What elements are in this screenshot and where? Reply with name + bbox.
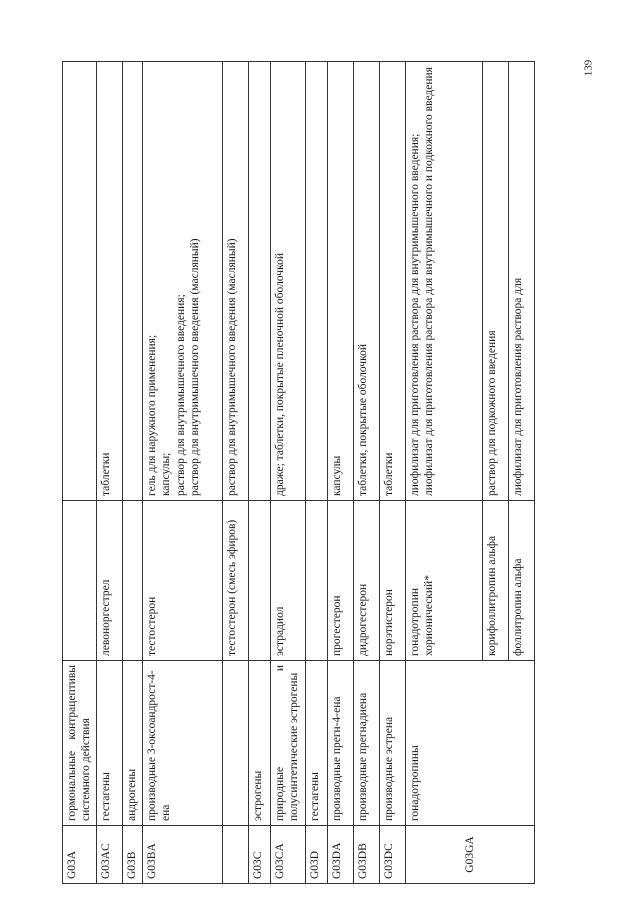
substance-name: левоноргестрел <box>96 501 122 661</box>
dosage-form: лиофилизат для приготовления раствора для внутримышечного и подкожного введения <box>423 67 436 496</box>
table-row <box>270 62 305 884</box>
dosage-forms <box>222 62 248 501</box>
atc-code: G03CA <box>270 826 305 884</box>
atc-code: G03DB <box>353 826 379 884</box>
atc-code: G03A <box>63 826 97 884</box>
group-name: производные 3-оксоандрост-4-ена <box>142 661 222 826</box>
atc-code <box>222 826 248 884</box>
dosage-forms <box>96 62 122 501</box>
dosage-form: раствор для внутримышечного введения (масляный) <box>188 238 201 496</box>
atc-code: G03DA <box>327 826 353 884</box>
group-name: производные прегнадиена <box>353 661 379 826</box>
substance-name: эстрадиол <box>270 501 305 661</box>
atc-code: G03DC <box>379 826 405 884</box>
group-name: гестагены <box>96 661 122 826</box>
dosage-form: таблетки <box>382 452 395 496</box>
dosage-forms <box>353 62 379 501</box>
table-row <box>122 62 142 884</box>
dosage-form: раствор для подкожного введения <box>485 330 498 496</box>
group-name: андрогены <box>122 661 142 826</box>
table-row <box>96 62 122 884</box>
atc-code: G03GA <box>405 826 534 884</box>
atc-code: G03C <box>248 826 270 884</box>
dosage-form: гель для наружного применения; <box>145 334 158 496</box>
dosage-form: раствор для внутримышечного введения (масляный) <box>225 238 238 496</box>
group-name: гестагены <box>305 661 327 826</box>
substance-name: прогестерон <box>327 501 353 661</box>
group-name: гормональные контрацептивы системного действия <box>63 661 97 826</box>
dosage-forms <box>142 62 222 501</box>
substance-name <box>122 501 142 661</box>
dosage-form: драже; таблетки, покрытые пленочной оболочкой <box>273 253 286 496</box>
group-name: гонадотропины <box>405 661 534 826</box>
group-name: природные и полусинтетические эстрогены <box>270 661 305 826</box>
dosage-form: раствор для внутримышечного введения; <box>174 294 187 496</box>
atc-code: G03D <box>305 826 327 884</box>
dosage-forms <box>122 62 142 501</box>
substance-name: тестостерон <box>142 501 222 661</box>
substance-name: корифоллитропин альфа <box>482 501 508 661</box>
substance-name: норэтистерон <box>379 501 405 661</box>
dosage-form: капсулы <box>330 455 343 496</box>
table-row <box>327 62 353 884</box>
dosage-forms <box>379 62 405 501</box>
dosage-forms <box>248 62 270 501</box>
atc-code: G03B <box>122 826 142 884</box>
substance-name: тестостерон (смесь эфиров) <box>222 501 248 661</box>
page-number: 139 <box>582 59 595 77</box>
group-name: эстрогены <box>248 661 270 826</box>
drug-table <box>62 61 535 884</box>
dosage-form: таблетки <box>99 452 112 496</box>
dosage-form: таблетки, покрытые оболочкой <box>356 344 369 496</box>
substance-name <box>63 501 97 661</box>
dosage-forms <box>305 62 327 501</box>
dosage-forms <box>508 62 534 501</box>
dosage-forms <box>405 62 482 501</box>
dosage-form: капсулы; <box>160 452 173 496</box>
atc-code: G03BA <box>142 826 222 884</box>
substance-name <box>248 501 270 661</box>
table-row <box>305 62 327 884</box>
group-name: производные прегн-4-ена <box>327 661 353 826</box>
atc-code: G03AC <box>96 826 122 884</box>
table-row <box>353 62 379 884</box>
table-row <box>405 62 482 884</box>
dosage-form: лиофилизат для приготовления раствора для <box>511 277 524 496</box>
dosage-forms <box>482 62 508 501</box>
table-row <box>248 62 270 884</box>
dosage-form: лиофилизат для приготовления раствора для внутримышечного введения; <box>408 133 421 496</box>
substance-name: гонадотропин хорионический* <box>405 501 482 661</box>
dosage-forms <box>327 62 353 501</box>
group-name <box>222 661 248 826</box>
table-row <box>142 62 222 884</box>
group-name: производные эстрена <box>379 661 405 826</box>
table-row <box>379 62 405 884</box>
substance-name <box>305 501 327 661</box>
substance-name: фоллитропин альфа <box>508 501 534 661</box>
dosage-forms <box>270 62 305 501</box>
table-row <box>222 62 248 884</box>
table-row <box>63 62 97 884</box>
dosage-forms <box>63 62 97 501</box>
substance-name: дидрогестерон <box>353 501 379 661</box>
